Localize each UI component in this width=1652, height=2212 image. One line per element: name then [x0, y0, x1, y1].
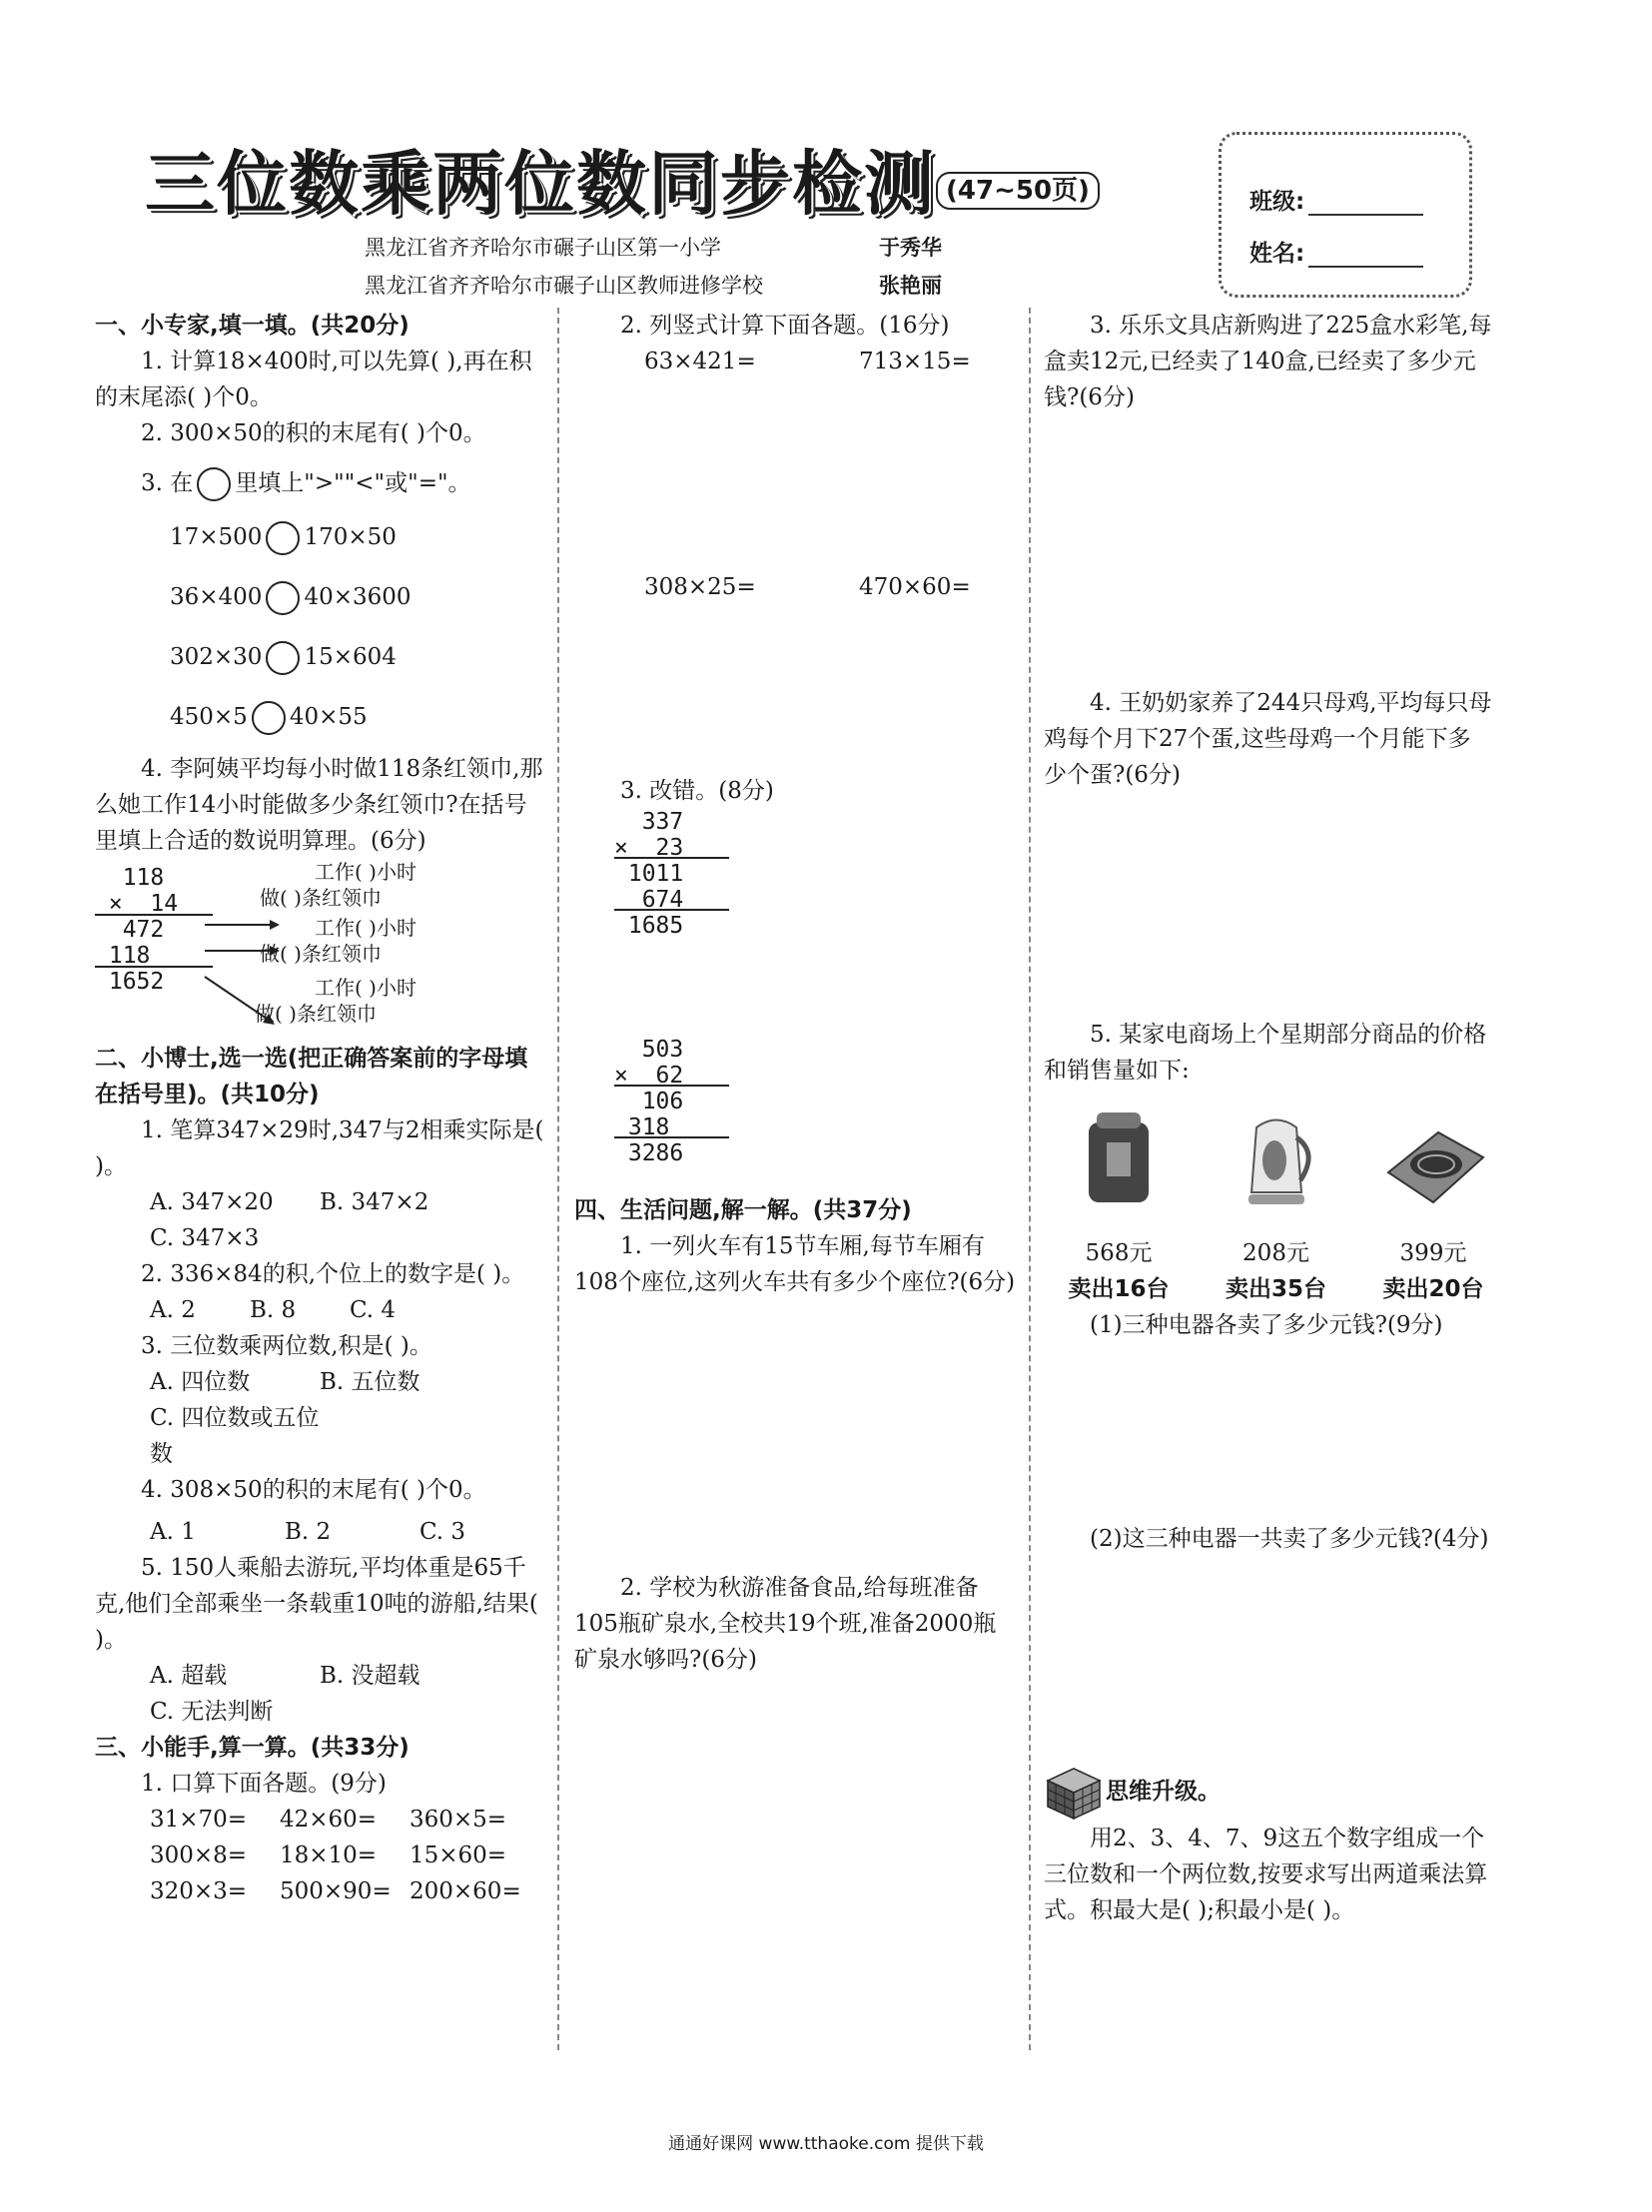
- section-2-title: 二、小博士,选一选(把正确答案前的字母填在括号里)。(共10分): [95, 1046, 528, 1107]
- question: 3. 在 里填上">""<"或"="。: [95, 465, 549, 501]
- section-4-title: 四、生活问题,解一解。(共37分): [574, 1197, 912, 1223]
- page-range: (47~50页): [936, 172, 1100, 210]
- question: 1. 笔算347×29时,347与2相乘实际是( )。: [95, 1117, 544, 1179]
- compare-item: 36×400 40×3600: [170, 567, 549, 627]
- compare-circle[interactable]: [266, 521, 300, 555]
- blank-hours: 工作( )小时: [315, 976, 416, 1000]
- compare-list: [95, 507, 549, 747]
- compare-circle[interactable]: [266, 641, 300, 675]
- kettle-icon: [1227, 1103, 1326, 1212]
- question: 1. 口算下面各题。(9分): [141, 1771, 387, 1797]
- error-calc-2: 503 × 62 106 318 3286: [614, 1037, 1019, 1176]
- name-label: 姓名:: [1249, 241, 1305, 267]
- think-header: [1044, 1763, 1493, 1821]
- blank-hours: 工作( )小时: [315, 860, 416, 884]
- column-divider: [557, 308, 559, 2050]
- blank-hours: 工作( )小时: [315, 916, 416, 940]
- options: A. 超载 B. 没超载 C. 无法判断: [150, 1663, 420, 1725]
- blank-count: 做( )条红领巾: [255, 1002, 377, 1026]
- question: (1)三种电器各卖了多少元钱?(9分): [1090, 1312, 1443, 1338]
- vertical-row-1: 63×421= 713×15=: [644, 349, 971, 374]
- think-title: 思维升级。: [1106, 1779, 1221, 1805]
- blank-count: 做( )条红领巾: [260, 942, 382, 966]
- compare-item: 450×5 40×55: [170, 687, 549, 747]
- options: A. 四位数 B. 五位数 C. 四位数或五位数: [150, 1369, 420, 1467]
- induction-cooker-icon: [1378, 1103, 1488, 1212]
- calc-lines: 118 × 14 472 118 1652: [95, 865, 179, 995]
- options: A. 1 B. 2 C. 3: [150, 1519, 466, 1545]
- error-calc-1: 337 × 23 1011 674 1685: [614, 809, 1019, 949]
- question: 5. 某家电商场上个星期部分商品的价格和销售量如下:: [1044, 1022, 1487, 1084]
- column-2: [574, 308, 1019, 1678]
- question: 2. 336×84的积,个位上的数字是( )。: [141, 1261, 525, 1287]
- footer-credit: 通通好课网 www.tthaoke.com 提供下载: [668, 2134, 984, 2154]
- vertical-row-2: 308×25= 470×60=: [644, 574, 971, 600]
- question: 2. 学校为秋游准备食品,给每班准备105瓶矿泉水,全校共19个班,准备2000瓶矿泉水够吗?(6分): [574, 1575, 997, 1673]
- question: 3. 乐乐文具店新购进了225盒水彩笔,每盒卖12元,已经卖了140盒,已经卖了多少元钱?(6分): [1044, 313, 1492, 410]
- question: 5. 150人乘船去游玩,平均体重是65千克,他们全部乘坐一条载重10吨的游船,结果( )。: [95, 1555, 538, 1653]
- compare-item: 17×500 170×50: [170, 507, 549, 567]
- question: (2)这三种电器一共卖了多少元钱?(4分): [1090, 1526, 1489, 1552]
- rice-cooker-icon: [1069, 1103, 1169, 1212]
- name-field[interactable]: [1308, 246, 1423, 268]
- question: 3. 改错。(8分): [620, 778, 774, 804]
- options: A. 347×20 B. 347×2 C. 347×3: [150, 1189, 429, 1251]
- author-line-2: 黑龙江省齐齐哈尔市碾子山区教师进修学校 张艳丽: [365, 274, 942, 298]
- column-3: [1044, 308, 1493, 1928]
- question: 1. 计算18×400时,可以先算( ),再在积的末尾添( )个0。: [95, 349, 532, 410]
- product-row: [1044, 1103, 1493, 1307]
- question: 2. 列竖式计算下面各题。(16分): [620, 313, 950, 339]
- section-3-title: 三、小能手,算一算。(共33分): [95, 1735, 410, 1761]
- question: 3. 三位数乘两位数,积是( )。: [141, 1333, 432, 1359]
- oral-grid: 31×70= 42×60= 360×5= 300×8= 18×10= 15×60= 320×3= 500×90= 200×60=: [150, 1807, 521, 1904]
- product-rice-cooker: 568元 卖出16台: [1044, 1103, 1194, 1307]
- compare-circle[interactable]: [252, 701, 286, 735]
- rubiks-cube-icon: [1044, 1763, 1102, 1821]
- question: 用2、3、4、7、9这五个数字组成一个三位数和一个两位数,按要求写出两道乘法算式。积最大是( );积最小是( )。: [1044, 1826, 1488, 1923]
- question: 1. 一列火车有15节车厢,每节车厢有108个座位,这列火车共有多少个座位?(6分): [574, 1233, 1016, 1295]
- blank-count: 做( )条红领巾: [260, 886, 382, 910]
- author-line-1: 黑龙江省齐齐哈尔市碾子山区第一小学 于秀华: [365, 236, 942, 260]
- product-kettle: 208元 卖出35台: [1194, 1103, 1358, 1307]
- class-label: 班级:: [1249, 189, 1305, 215]
- class-field[interactable]: [1308, 194, 1423, 216]
- calc-diagram: [95, 859, 549, 1037]
- question: 4. 李阿姨平均每小时做118条红领巾,那么她工作14小时能做多少条红领巾?在括号里填上合适的数说明算理。(6分): [95, 756, 543, 854]
- page-title: 三位数乘两位数同步检测 (47~50页): [145, 128, 1100, 229]
- circle-icon: [197, 467, 231, 501]
- question: 2. 300×50的积的末尾有( )个0。: [141, 420, 486, 446]
- question: 4. 308×50的积的末尾有( )个0。: [141, 1477, 486, 1503]
- options: A. 2 B. 8 C. 4: [150, 1297, 397, 1323]
- compare-circle[interactable]: [266, 581, 300, 615]
- compare-item: 302×30 15×604: [170, 627, 549, 687]
- section-1-title: 一、小专家,填一填。(共20分): [95, 313, 410, 339]
- student-info-box: [1219, 132, 1472, 298]
- product-induction-cooker: 399元 卖出20台: [1358, 1103, 1508, 1307]
- question: 4. 王奶奶家养了244只母鸡,平均每只母鸡每个月下27个蛋,这些母鸡一个月能下多少个蛋?(6分): [1044, 690, 1492, 788]
- column-1: [95, 308, 549, 1909]
